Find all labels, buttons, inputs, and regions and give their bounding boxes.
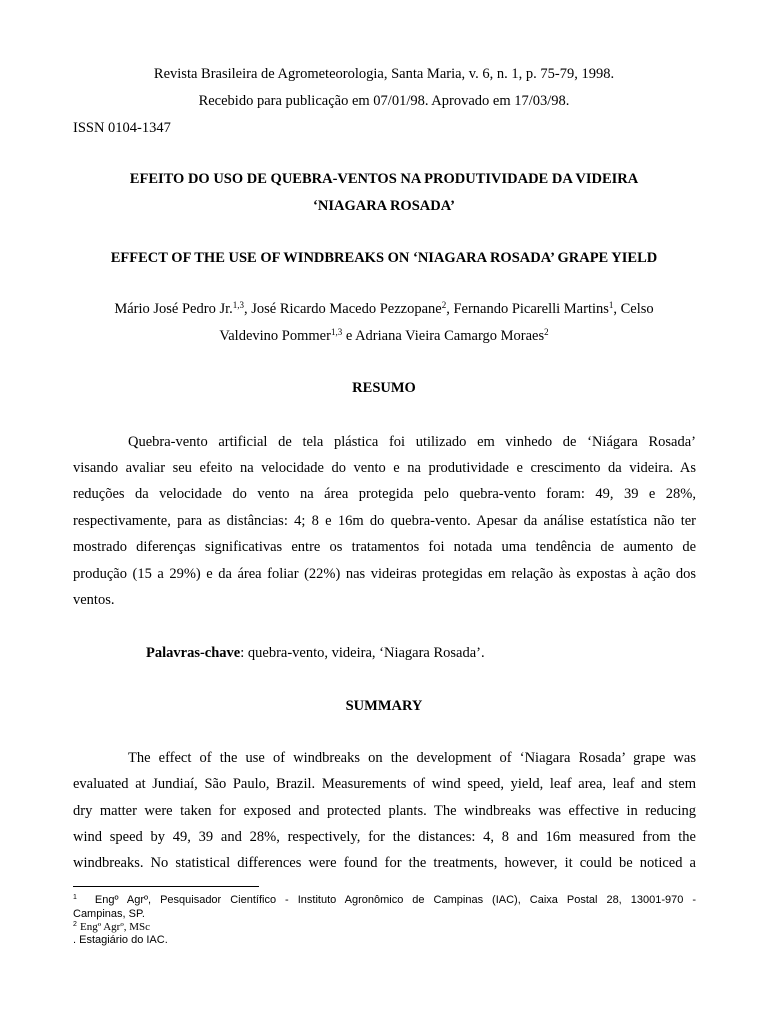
resumo-line: reduções da velocidade do vento na área protegida pelo quebra-vento foram: 49, 39 e 28%, <box>73 486 696 502</box>
keywords-label: Palavras-chave <box>146 645 241 661</box>
keywords <box>146 643 485 663</box>
affiliation-mark: 2 <box>441 300 447 310</box>
footnote-1 <box>73 894 696 907</box>
summary-line: wind speed by 49, 39 and 28%, respectively, for the distances: 4, 8 and 16m measured from the <box>73 829 696 845</box>
summary-heading: SUMMARY <box>345 698 423 714</box>
resumo-heading: RESUMO <box>352 380 416 396</box>
affiliation-mark: 1,3 <box>330 327 343 337</box>
authors-line2 <box>0 326 768 346</box>
resumo-line: Quebra-vento artificial de tela plástica foi utilizado em vinhedo de ‘Niágara Rosada’ <box>128 434 696 450</box>
resumo-line: mostrado diferenças significativas entre os tratamentos foi notada uma tendência de aumento de <box>73 539 696 555</box>
footnote-1-cont: Campinas, SP. <box>73 908 145 920</box>
author-name: Valdevino Pommer <box>219 328 331 344</box>
summary-line: dry matter were taken for exposed and protected plants. The windbreaks was effective in reducing <box>73 803 696 819</box>
resumo-line: ventos. <box>73 592 115 608</box>
author-name: , Fernando Picarelli Martins <box>446 301 609 317</box>
affiliation-mark: 1,3 <box>232 300 244 310</box>
footnote-mark: 2 <box>73 921 77 928</box>
journal-citation: Revista Brasileira de Agrometeorologia, Santa Maria, v. 6, n. 1, p. 75-79, 1998. <box>153 66 615 82</box>
received-date: Recebido para publicação em 07/01/98. Aprovado em 17/03/98. <box>198 93 570 109</box>
authors-line1 <box>0 299 768 319</box>
keywords-text: : quebra-vento, videira, ‘Niagara Rosada’. <box>240 645 485 661</box>
title-portuguese-line2: ‘NIAGARA ROSADA’ <box>313 198 455 214</box>
affiliation-mark: 2 <box>544 327 549 337</box>
footnote-text: Engº Agrº, Pesquisador Científico - Instituto Agronômico de Campinas (IAC), Caixa Postal 28, 13001-970 - <box>94 894 696 906</box>
resumo-line: visando avaliar seu efeito na velocidade do vento e na produtividade e crescimento da videira. As <box>73 460 696 476</box>
footnote-mark: 1 <box>73 894 77 901</box>
footnote-text: Engº Agrº, MSc <box>79 921 151 933</box>
title-portuguese-line1: EFEITO DO USO DE QUEBRA-VENTOS NA PRODUTIVIDADE DA VIDEIRA <box>129 171 639 187</box>
affiliation-mark: 1 <box>608 300 614 310</box>
summary-line: evaluated at Jundiaí, São Paulo, Brazil. Measurements of wind speed, yield, leaf area, leaf and stem <box>73 776 696 792</box>
author-name: , José Ricardo Macedo Pezzopane <box>244 301 442 317</box>
title-english: EFFECT OF THE USE OF WINDBREAKS ON ‘NIAGARA ROSADA’ GRAPE YIELD <box>110 250 658 266</box>
footnote-separator <box>73 886 259 887</box>
author-name: Mário José Pedro Jr. <box>114 301 233 317</box>
summary-line: The effect of the use of windbreaks on the development of ‘Niagara Rosada’ grape was <box>128 750 696 766</box>
summary-line: windbreaks. No statistical differences were found for the treatments, however, it could be noticed a <box>73 855 696 871</box>
resumo-line: produção (15 a 29%) e da área foliar (22%) nas videiras protegidas em relação às expostas à ação dos <box>73 566 696 582</box>
footnote-3: . Estagiário do IAC. <box>73 934 168 946</box>
author-name: e Adriana Vieira Camargo Moraes <box>342 328 545 344</box>
issn: ISSN 0104-1347 <box>73 120 171 136</box>
author-name: , Celso <box>613 301 654 317</box>
resumo-line: respectivamente, para as distâncias: 4; 8 e 16m do quebra-vento. Apesar da análise estatística não ter <box>73 513 696 529</box>
footnote-2 <box>73 921 696 934</box>
